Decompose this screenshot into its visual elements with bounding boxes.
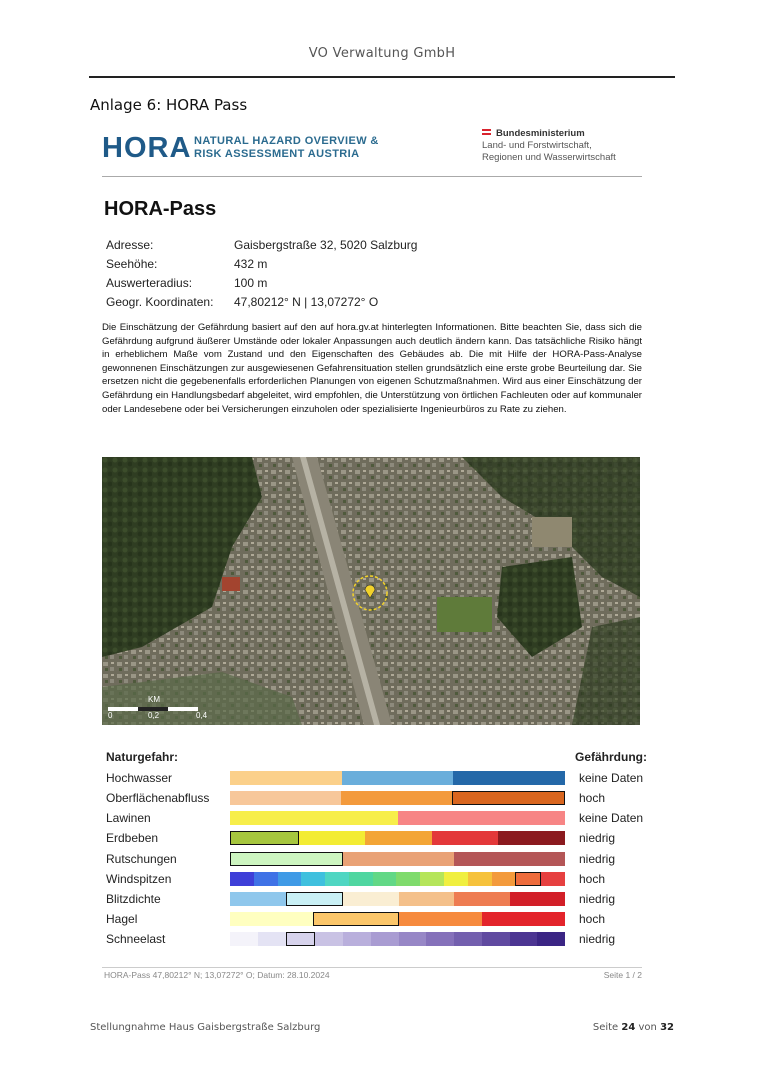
hazard-scale-segment bbox=[468, 872, 492, 886]
hora-header-divider bbox=[102, 176, 642, 177]
hazard-scale-segment-selected bbox=[452, 791, 565, 805]
info-row-elevation: Seehöhe: 432 m bbox=[106, 257, 268, 271]
hazard-scale-segment bbox=[365, 831, 432, 845]
hazard-row bbox=[102, 890, 644, 910]
hazard-scale-bar bbox=[230, 771, 565, 785]
hazard-scale-segment-selected bbox=[230, 831, 299, 845]
hora-footer-text: HORA-Pass 47,80212° N; 13,07272° O; Datum: 28.10.2024 bbox=[104, 970, 330, 980]
hazard-scale-segment bbox=[343, 892, 399, 906]
hazard-scale-segment bbox=[343, 932, 371, 946]
hazard-scale-segment bbox=[454, 932, 482, 946]
company-name: VO Verwaltung GmbH bbox=[308, 46, 456, 61]
hazard-scale-segment bbox=[498, 831, 565, 845]
hazard-scale-segment-selected bbox=[286, 892, 344, 906]
hazard-row bbox=[102, 930, 644, 950]
ministry-logo bbox=[482, 128, 616, 164]
hazard-scale-segment bbox=[230, 892, 286, 906]
hazard-level: niedrig bbox=[579, 892, 616, 906]
hazard-scale-segment bbox=[373, 872, 397, 886]
hazard-header: Naturgefahr: bbox=[106, 750, 179, 764]
hora-tagline-line1: NATURAL HAZARD OVERVIEW & bbox=[194, 135, 379, 147]
info-row-radius: Auswerteradius: 100 m bbox=[106, 276, 268, 290]
hazard-level: keine Daten bbox=[579, 811, 644, 825]
hazard-scale-segment bbox=[371, 932, 399, 946]
hazard-level: hoch bbox=[579, 912, 606, 926]
hazard-row bbox=[102, 829, 644, 849]
hazard-scale-bar bbox=[230, 872, 565, 886]
hazard-level: niedrig bbox=[579, 852, 616, 866]
hazard-scale-segment bbox=[444, 872, 468, 886]
hazard-scale-segment bbox=[432, 831, 499, 845]
hazard-scale-segment-selected bbox=[515, 872, 541, 886]
hora-tagline-line2: RISK ASSESSMENT AUSTRIA bbox=[194, 148, 360, 160]
hazard-scale-bar bbox=[230, 852, 565, 866]
hazard-scale-segment bbox=[341, 791, 452, 805]
hazard-scale-segment-selected bbox=[230, 852, 343, 866]
hazard-scale-bar bbox=[230, 831, 565, 845]
hazard-scale-segment bbox=[454, 852, 565, 866]
hazard-scale-segment bbox=[278, 872, 302, 886]
hazard-scale-segment bbox=[301, 872, 325, 886]
hazard-name: Lawinen bbox=[106, 811, 151, 825]
hazard-scale-segment bbox=[230, 811, 398, 825]
hazard-scale-segment bbox=[541, 872, 565, 886]
hazard-scale-segment bbox=[454, 892, 510, 906]
hazard-name: Rutschungen bbox=[106, 852, 177, 866]
hazard-scale-bar bbox=[230, 932, 565, 946]
hazard-scale-segment bbox=[510, 892, 566, 906]
location-info bbox=[106, 236, 417, 312]
hazard-scale-segment bbox=[398, 811, 566, 825]
hazard-scale-segment bbox=[396, 872, 420, 886]
hazard-scale-segment bbox=[349, 872, 373, 886]
hazard-level: niedrig bbox=[579, 932, 616, 946]
hazard-scale-segment bbox=[399, 932, 427, 946]
hazard-scale-segment bbox=[230, 932, 258, 946]
hazard-row bbox=[102, 870, 644, 890]
hazard-scale-segment bbox=[453, 771, 565, 785]
hazard-row bbox=[102, 850, 644, 870]
hora-page-number: Seite 1 / 2 bbox=[603, 970, 642, 980]
hazard-scale-segment bbox=[325, 872, 349, 886]
hora-tagline bbox=[194, 135, 379, 161]
hazard-level: hoch bbox=[579, 791, 606, 805]
hazard-scale-segment bbox=[342, 771, 454, 785]
level-header: Gefährdung: bbox=[575, 750, 647, 764]
hazard-scale-bar bbox=[230, 811, 565, 825]
hazard-row bbox=[102, 910, 644, 930]
hazard-level: keine Daten bbox=[579, 771, 644, 785]
hazard-scale-segment bbox=[482, 912, 565, 926]
ministry-title: Bundesministerium bbox=[496, 128, 585, 139]
hazard-level: hoch bbox=[579, 872, 606, 886]
hazard-name: Schneelast bbox=[106, 932, 166, 946]
ministry-line3: Regionen und Wasserwirtschaft bbox=[482, 152, 616, 163]
hazard-scale-segment bbox=[230, 791, 341, 805]
footer-page-number: Seite 24 von 32 bbox=[592, 1022, 674, 1033]
hazard-scale-segment bbox=[510, 932, 538, 946]
hazard-scale-segment bbox=[258, 932, 286, 946]
hazard-scale-segment bbox=[420, 872, 444, 886]
hazard-scale-segment bbox=[482, 932, 510, 946]
pass-title: HORA-Pass bbox=[104, 198, 217, 220]
hazard-name: Hochwasser bbox=[106, 771, 173, 785]
hazard-name: Blitzdichte bbox=[106, 892, 161, 906]
hazard-name: Windspitzen bbox=[106, 872, 172, 886]
hazard-scale-segment bbox=[426, 932, 454, 946]
hazard-scale-segment-selected bbox=[313, 912, 398, 926]
hazard-scale-segment bbox=[537, 932, 565, 946]
hazard-level: niedrig bbox=[579, 831, 616, 845]
info-row-coordinates: Geogr. Koordinaten: 47,80212° N | 13,07272° O bbox=[106, 295, 379, 309]
hazard-scale-segment bbox=[315, 932, 343, 946]
hazard-row bbox=[102, 789, 644, 809]
hazard-scale-segment bbox=[299, 831, 366, 845]
hazard-scale-segment-selected bbox=[286, 932, 316, 946]
hazard-scale-segment bbox=[254, 872, 278, 886]
hazard-scale-segment bbox=[343, 852, 454, 866]
aerial-map-image bbox=[102, 457, 640, 725]
ministry-line2: Land- und Forstwirtschaft, bbox=[482, 140, 592, 151]
header-divider bbox=[89, 76, 675, 78]
hazard-name: Erdbeben bbox=[106, 831, 159, 845]
aerial-map: 0 KM 0,2 0,4 bbox=[102, 457, 640, 725]
hazard-scale-segment bbox=[399, 892, 455, 906]
hazard-name: Oberflächenabfluss bbox=[106, 791, 210, 805]
hazard-scale-segment bbox=[492, 872, 516, 886]
hora-pass-document bbox=[102, 122, 647, 982]
hazard-scale-segment bbox=[399, 912, 482, 926]
info-row-address: Adresse: Gaisbergstraße 32, 5020 Salzburg bbox=[106, 238, 418, 252]
hazard-scale-segment bbox=[230, 912, 313, 926]
hazard-row bbox=[102, 769, 644, 789]
hazard-scale-bar bbox=[230, 892, 565, 906]
hazard-scale-bar bbox=[230, 912, 565, 926]
disclaimer-text: Die Einschätzung der Gefährdung basiert auf den auf hora.gv.at hinterlegten Informationen. Bitte beachten Sie, dass sich die Gefährdung aufgrund äußerer Umstände oder lokaler Anpassungen auch deutlich ändern kann. Das tatsächliche Risiko hängt in erheblichem Maße vom Zustand und den Eigenschaften des Gebäudes ab. Die mit Hilfe der HORA-Pass-Analyse gewonnenen Einschätzungen zur ausgewiesenen Gefahrensituation stellen grundsätzlich eine erste grobe Beurteilung dar. Sie ersetzen nicht die gegebenenfalls erforderlichen Planungen von eigenen Schutzmaßnahmen. Wird aus einer Einschätzung der Gefährdung ein Handlungsbedarf abgeleitet, wird empfohlen, die Unterstützung von örtlichen Fachleuten oder auf kommunaler oder Landesebene oder bei Versicherungen einzuholen oder spezialisierte Ingenieurbüros zu Rate zu ziehen. bbox=[102, 322, 642, 415]
austrian-flag-icon bbox=[482, 129, 491, 135]
hazard-row bbox=[102, 809, 644, 829]
hazard-scale-segment bbox=[230, 872, 254, 886]
hora-footer-divider bbox=[102, 967, 642, 968]
hazard-name: Hagel bbox=[106, 912, 138, 926]
hazard-scale-bar bbox=[230, 791, 565, 805]
annex-title: Anlage 6: HORA Pass bbox=[90, 96, 248, 114]
hazard-scale-segment bbox=[230, 771, 342, 785]
hora-logo: HORA bbox=[102, 132, 192, 164]
footer-document-title: Stellungnahme Haus Gaisbergstraße Salzburg bbox=[90, 1022, 321, 1033]
